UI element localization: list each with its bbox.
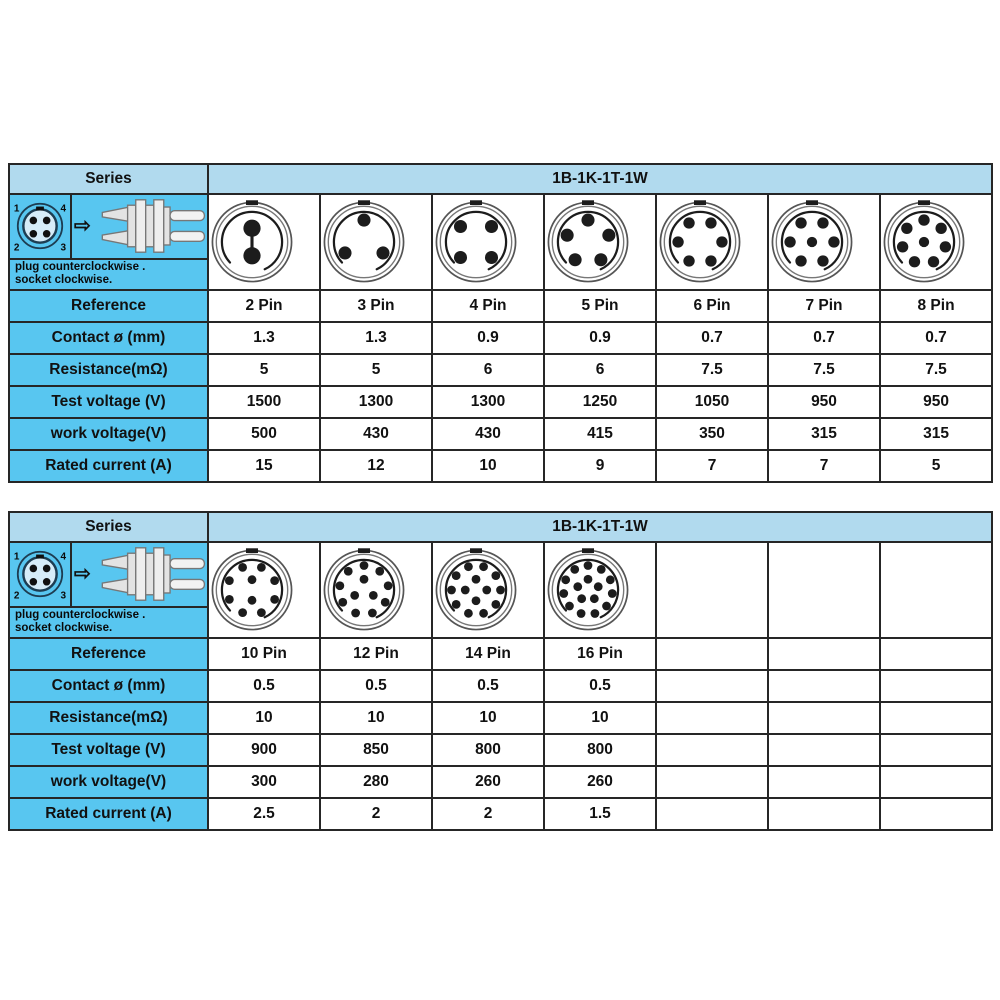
spec-row-label: work voltage(V) [9, 766, 208, 798]
series-header-label: Series [9, 512, 208, 542]
spec-row-label: work voltage(V) [9, 418, 208, 450]
spec-value-cell: 12 [320, 450, 432, 482]
spec-value-cell: 315 [768, 418, 880, 450]
reference-cell: 3 Pin [320, 290, 432, 322]
spec-value-cell: 260 [432, 766, 544, 798]
empty-cell [656, 734, 768, 766]
pin-diagram-5-pin-icon [545, 199, 631, 285]
face-number: 3 [60, 242, 67, 254]
connector-note [10, 606, 207, 637]
reference-cell: 4 Pin [432, 290, 544, 322]
spec-table [8, 163, 993, 483]
spec-value-cell: 1500 [208, 386, 320, 418]
spec-data-row [9, 734, 992, 766]
reference-cell: 10 Pin [208, 638, 320, 670]
spec-value-cell: 900 [208, 734, 320, 766]
face-number: 4 [60, 203, 67, 215]
spec-row-label: Reference [9, 290, 208, 322]
empty-cell [656, 702, 768, 734]
spec-value-cell: 0.5 [208, 670, 320, 702]
reference-cell: 2 Pin [208, 290, 320, 322]
pin-diagram-12-pin-icon [321, 547, 407, 633]
spec-row-label: Rated current (A) [9, 798, 208, 830]
spec-value-cell: 7.5 [768, 354, 880, 386]
spec-data-row [9, 670, 992, 702]
spec-value-cell: 0.7 [880, 322, 992, 354]
empty-cell [656, 798, 768, 830]
series-value: 1B-1K-1T-1W [208, 164, 992, 194]
spec-value-cell: 7 [768, 450, 880, 482]
spec-data-row [9, 322, 992, 354]
spec-data-row [9, 354, 992, 386]
empty-cell [880, 766, 992, 798]
spec-value-cell: 0.5 [320, 670, 432, 702]
connector-plug-icon [93, 546, 208, 602]
empty-cell [768, 702, 880, 734]
spec-value-cell: 800 [544, 734, 656, 766]
spec-value-cell: 1.3 [208, 322, 320, 354]
spec-value-cell: 950 [768, 386, 880, 418]
spec-value-cell: 260 [544, 766, 656, 798]
spec-value-cell: 15 [208, 450, 320, 482]
empty-pin-cell [880, 542, 992, 638]
series-value: 1B-1K-1T-1W [208, 512, 992, 542]
spec-value-cell: 430 [320, 418, 432, 450]
spec-value-cell: 1.3 [320, 322, 432, 354]
connector-face-icon [10, 544, 70, 604]
reference-row [9, 638, 992, 670]
empty-cell [880, 638, 992, 670]
series-row [9, 164, 992, 194]
connector-note [10, 258, 207, 289]
spec-value-cell: 10 [432, 702, 544, 734]
spec-value-cell: 1300 [320, 386, 432, 418]
spec-value-cell: 9 [544, 450, 656, 482]
empty-pin-cell [656, 542, 768, 638]
pin-diagram-7-pin-icon [769, 199, 855, 285]
spec-value-cell: 0.5 [432, 670, 544, 702]
face-number: 1 [13, 551, 20, 563]
spec-row-label: Resistance(mΩ) [9, 354, 208, 386]
connector-face-icon [10, 196, 70, 256]
connector-info-cell [9, 194, 208, 290]
spec-value-cell: 430 [432, 418, 544, 450]
spec-data-row [9, 386, 992, 418]
spec-row-label: Test voltage (V) [9, 386, 208, 418]
connector-note-line1: plug counterclockwise . [15, 608, 146, 621]
empty-cell [880, 670, 992, 702]
connector-note-line1: plug counterclockwise . [15, 260, 146, 273]
connector-image-row [9, 194, 992, 290]
spec-value-cell: 7 [656, 450, 768, 482]
spec-value-cell: 300 [208, 766, 320, 798]
spec-value-cell: 350 [656, 418, 768, 450]
empty-cell [880, 798, 992, 830]
spec-value-cell: 10 [208, 702, 320, 734]
empty-cell [880, 734, 992, 766]
reference-cell: 5 Pin [544, 290, 656, 322]
spec-value-cell: 315 [880, 418, 992, 450]
spec-value-cell: 800 [432, 734, 544, 766]
face-number: 4 [60, 551, 67, 563]
face-number: 2 [13, 590, 20, 602]
spec-data-row [9, 702, 992, 734]
empty-pin-cell [768, 542, 880, 638]
empty-cell [768, 734, 880, 766]
spec-value-cell: 500 [208, 418, 320, 450]
connector-info-cell [9, 542, 208, 638]
pin-diagram-4-pin-icon [433, 199, 519, 285]
face-number: 2 [13, 242, 20, 254]
pin-diagram-6-pin-icon [657, 199, 743, 285]
reference-cell: 8 Pin [880, 290, 992, 322]
spec-value-cell: 6 [544, 354, 656, 386]
pin-diagram-2-pin-icon [209, 199, 295, 285]
reference-cell: 7 Pin [768, 290, 880, 322]
spec-row-label: Reference [9, 638, 208, 670]
spec-value-cell: 5 [208, 354, 320, 386]
spec-value-cell: 1.5 [544, 798, 656, 830]
series-header-label: Series [9, 164, 208, 194]
spec-value-cell: 10 [432, 450, 544, 482]
reference-cell: 16 Pin [544, 638, 656, 670]
pin-diagram-10-pin-icon [209, 547, 295, 633]
empty-cell [656, 638, 768, 670]
spec-row-label: Test voltage (V) [9, 734, 208, 766]
empty-cell [880, 702, 992, 734]
spec-value-cell: 5 [320, 354, 432, 386]
pin-diagram-16-pin-icon [545, 547, 631, 633]
spec-value-cell: 2 [320, 798, 432, 830]
arrow-right-icon: ⇨ [74, 563, 91, 586]
spec-value-cell: 1250 [544, 386, 656, 418]
empty-cell [768, 638, 880, 670]
connector-plug-icon [93, 198, 208, 254]
face-number: 1 [13, 203, 20, 215]
spec-value-cell: 280 [320, 766, 432, 798]
spec-value-cell: 850 [320, 734, 432, 766]
spec-value-cell: 2 [432, 798, 544, 830]
spec-row-label: Contact ø (mm) [9, 322, 208, 354]
spec-value-cell: 415 [544, 418, 656, 450]
connector-image-row [9, 542, 992, 638]
spec-value-cell: 2.5 [208, 798, 320, 830]
reference-cell: 12 Pin [320, 638, 432, 670]
spec-data-row [9, 798, 992, 830]
empty-cell [656, 670, 768, 702]
reference-cell: 6 Pin [656, 290, 768, 322]
pin-diagram-3-pin-icon [321, 199, 407, 285]
connector-note-line2: socket clockwise. [15, 621, 113, 634]
spec-row-label: Rated current (A) [9, 450, 208, 482]
reference-row [9, 290, 992, 322]
spec-value-cell: 0.7 [656, 322, 768, 354]
pin-diagram-8-pin-icon [881, 199, 967, 285]
spec-value-cell: 1050 [656, 386, 768, 418]
spec-value-cell: 10 [544, 702, 656, 734]
spec-value-cell: 0.9 [432, 322, 544, 354]
arrow-right-icon: ⇨ [74, 215, 91, 238]
spec-value-cell: 0.9 [544, 322, 656, 354]
spec-data-row [9, 766, 992, 798]
spec-value-cell: 7.5 [656, 354, 768, 386]
connector-note-line2: socket clockwise. [15, 273, 113, 286]
spec-value-cell: 1300 [432, 386, 544, 418]
spec-data-row [9, 418, 992, 450]
spec-value-cell: 0.7 [768, 322, 880, 354]
empty-cell [768, 670, 880, 702]
spec-table [8, 511, 993, 831]
empty-cell [656, 766, 768, 798]
empty-cell [768, 766, 880, 798]
reference-cell: 14 Pin [432, 638, 544, 670]
spec-value-cell: 10 [320, 702, 432, 734]
spec-row-label: Resistance(mΩ) [9, 702, 208, 734]
spec-value-cell: 5 [880, 450, 992, 482]
empty-cell [768, 798, 880, 830]
spec-value-cell: 0.5 [544, 670, 656, 702]
face-number: 3 [60, 590, 67, 602]
series-row [9, 512, 992, 542]
spec-table-bottom [8, 511, 991, 831]
spec-table-top [8, 163, 991, 483]
pin-diagram-14-pin-icon [433, 547, 519, 633]
spec-value-cell: 6 [432, 354, 544, 386]
spec-row-label: Contact ø (mm) [9, 670, 208, 702]
spec-data-row [9, 450, 992, 482]
spec-value-cell: 950 [880, 386, 992, 418]
spec-value-cell: 7.5 [880, 354, 992, 386]
